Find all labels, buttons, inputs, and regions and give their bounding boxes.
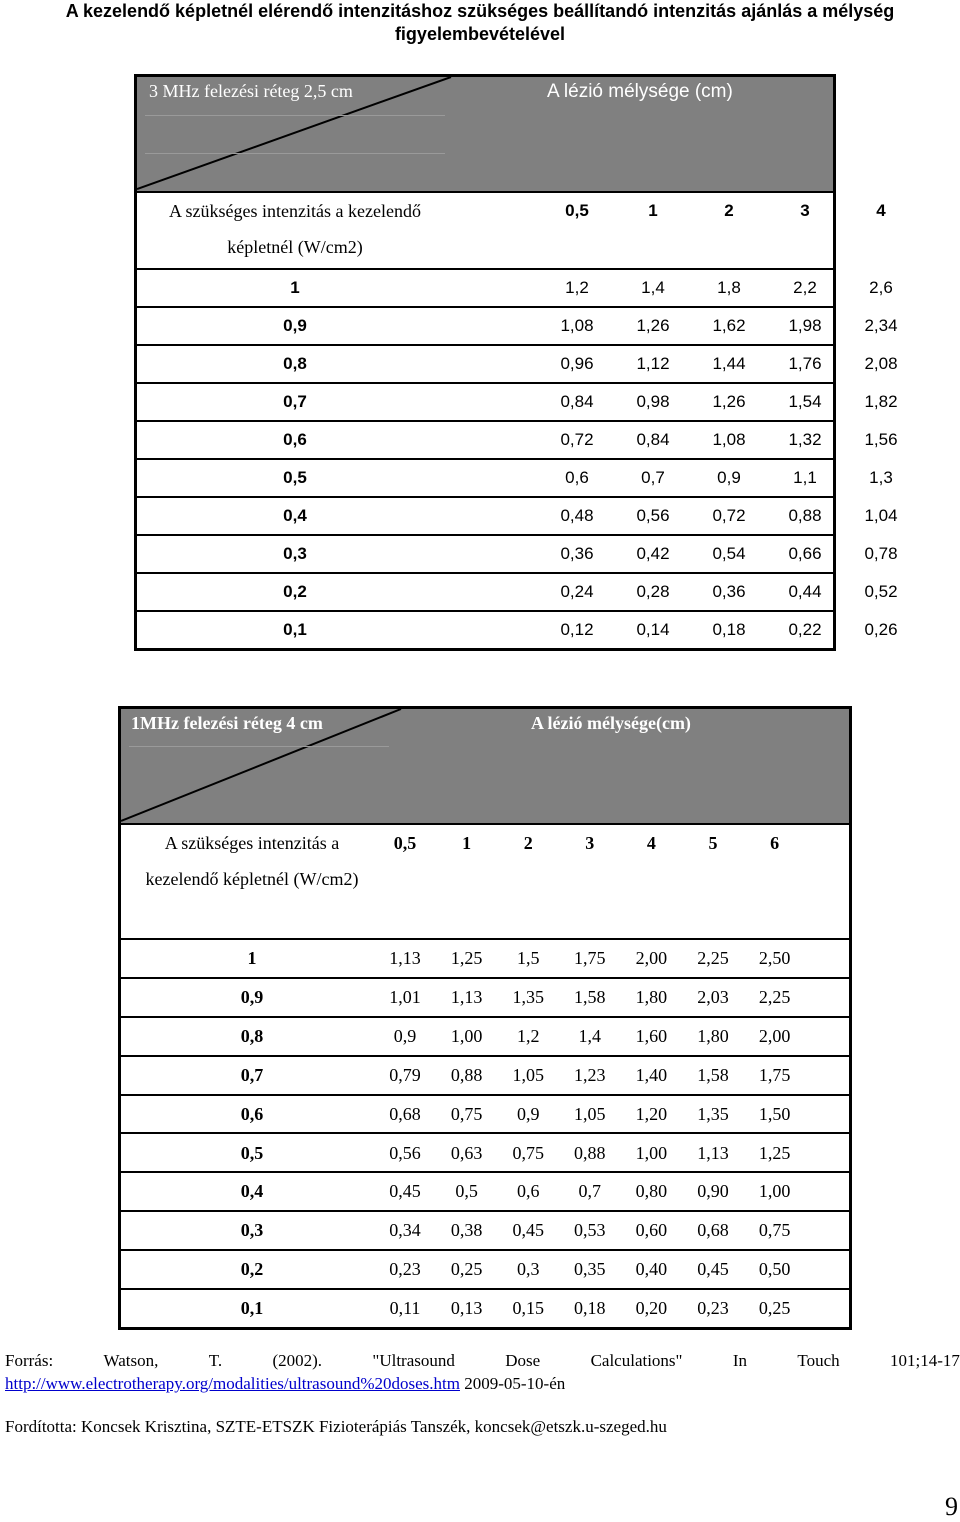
citation-word: (2002). (272, 1351, 323, 1370)
intensity-value-cell: 0,88 (450, 1064, 483, 1085)
target-intensity-cell: 0,3 (283, 544, 307, 563)
intensity-value-cell: 1,20 (635, 1103, 668, 1124)
frequency-label: 3 MHz felezési réteg 2,5 cm (149, 81, 353, 101)
intensity-value-cell: 1,32 (788, 430, 822, 449)
table-row (121, 1135, 849, 1174)
intensity-value-cell: 1,04 (864, 506, 898, 525)
intensity-value-cell: 1,80 (697, 1025, 729, 1046)
depth-header-cell: 2 (523, 833, 533, 853)
intensity-value-cell: 1,35 (512, 986, 544, 1007)
intensity-value-cell: 0,35 (574, 1259, 606, 1280)
intensity-value-cell: 0,60 (635, 1220, 668, 1241)
source-citation (5, 1350, 960, 1372)
intensity-value-cell: 0,42 (636, 544, 670, 563)
depth-header-cell: 1 (648, 201, 658, 220)
intensity-value-cell: 1,13 (697, 1142, 729, 1163)
target-intensity-cell: 0,6 (240, 1103, 264, 1124)
intensity-value-cell: 0,80 (635, 1181, 668, 1202)
intensity-value-cell: 0,45 (389, 1181, 421, 1202)
intensity-value-cell: 0,56 (389, 1142, 421, 1163)
intensity-value-cell: 0,13 (450, 1298, 483, 1319)
intensity-value-cell: 2,6 (869, 278, 893, 297)
table-row (121, 1251, 849, 1290)
target-intensity-cell: 0,7 (240, 1064, 264, 1085)
intensity-value-cell: 0,75 (450, 1103, 483, 1124)
intensity-value-cell: 1,3 (869, 468, 893, 487)
table-row (137, 308, 898, 346)
intensity-value-cell: 0,11 (389, 1298, 421, 1319)
citation-word: Touch (797, 1351, 840, 1370)
intensity-value-cell: 0,66 (788, 544, 822, 563)
intensity-value-cell: 1,05 (512, 1064, 544, 1085)
table-row (121, 1057, 849, 1096)
header-rule (145, 153, 445, 154)
table-row (121, 1096, 849, 1135)
header-rule (129, 746, 389, 747)
depth-header-row (137, 193, 886, 270)
target-intensity-cell: 0,5 (283, 468, 307, 487)
depth-header-cell: 6 (770, 833, 780, 853)
intensity-value-cell: 2,50 (758, 948, 791, 968)
intensity-value-cell: 0,72 (560, 430, 594, 449)
intensity-value-cell: 0,88 (574, 1142, 606, 1163)
intensity-value-cell: 0,7 (578, 1181, 602, 1202)
intensity-value-cell: 0,90 (697, 1181, 729, 1202)
intensity-value-cell: 0,44 (788, 582, 822, 601)
intensity-value-cell: 2,25 (697, 948, 729, 968)
intensity-value-cell: 0,23 (697, 1298, 729, 1319)
intensity-value-cell: 0,36 (712, 582, 746, 601)
depth-header-cell: 1 (462, 833, 472, 853)
citation-word: T. (208, 1351, 223, 1370)
intensity-value-cell: 1,13 (389, 948, 421, 968)
intensity-value-cell: 0,15 (512, 1298, 544, 1319)
intensity-value-cell: 2,08 (864, 354, 898, 373)
lesion-depth-label: A lézió mélysége (cm) (547, 81, 733, 102)
target-intensity-cell: 0,2 (240, 1259, 264, 1280)
intensity-value-cell: 2,03 (697, 986, 729, 1007)
intensity-value-cell: 1,4 (641, 278, 665, 297)
dose-table-1 (134, 74, 898, 651)
intensity-value-cell: 1,1 (793, 468, 817, 487)
intensity-value-cell: 0,68 (389, 1103, 421, 1124)
intensity-value-cell: 0,18 (574, 1298, 606, 1319)
intensity-value-cell: 0,7 (641, 468, 665, 487)
intensity-value-cell: 0,5 (455, 1181, 478, 1202)
citation-word: 101;14-17 (890, 1351, 960, 1370)
intensity-value-cell: 1,5 (516, 948, 540, 968)
intensity-value-cell: 0,45 (512, 1220, 544, 1241)
intensity-value-cell: 1,2 (565, 278, 589, 297)
intensity-value-cell: 1,00 (635, 1142, 668, 1163)
table-row (137, 422, 898, 460)
intensity-value-cell: 1,40 (635, 1064, 668, 1085)
intensity-value-cell: 1,05 (574, 1103, 606, 1124)
intensity-value-cell: 0,75 (512, 1142, 544, 1163)
intensity-value-cell: 1,8 (717, 278, 741, 297)
intensity-value-cell: 1,35 (697, 1103, 729, 1124)
table-row (137, 270, 893, 308)
intensity-value-cell: 0,78 (864, 544, 898, 563)
intensity-value-cell: 0,38 (450, 1220, 483, 1241)
intensity-value-cell: 0,9 (516, 1103, 540, 1124)
translator-credit: Fordította: Koncsek Krisztina, SZTE-ETSZK Fizioterápiás Tanszék, koncsek@etszk.u-szeged.hu (5, 1417, 667, 1436)
citation-word: Watson, (103, 1351, 159, 1370)
intensity-value-cell: 2,25 (758, 986, 791, 1007)
target-intensity-cell: 0,9 (240, 986, 264, 1007)
citation-word: "Ultrasound (372, 1351, 455, 1370)
intensity-value-cell: 0,34 (389, 1220, 421, 1241)
dose-table-2 (118, 706, 852, 1330)
intensity-value-cell: 1,08 (560, 316, 594, 335)
intensity-value-cell: 0,48 (560, 506, 594, 525)
depth-header-cell: 3 (585, 833, 595, 853)
intensity-value-cell: 1,50 (758, 1103, 791, 1124)
intensity-value-cell: 1,23 (574, 1064, 606, 1085)
lesion-depth-label: A lézió mélysége(cm) (531, 713, 691, 733)
source-url-link[interactable]: http://www.electrotherapy.org/modalities/ultrasound%20doses.htm (5, 1374, 460, 1393)
depth-header-cell: 2 (724, 201, 734, 220)
intensity-value-cell: 0,9 (393, 1025, 417, 1046)
intensity-value-cell: 1,98 (788, 316, 822, 335)
intensity-value-cell: 2,2 (793, 278, 817, 297)
target-intensity-cell: 0,1 (240, 1298, 264, 1319)
intensity-value-cell: 1,56 (864, 430, 898, 449)
intensity-value-cell: 1,26 (712, 392, 746, 411)
target-intensity-cell: 0,7 (283, 392, 307, 411)
table-row (121, 1018, 849, 1057)
intensity-value-cell: 1,82 (864, 392, 898, 411)
intensity-value-cell: 1,13 (450, 986, 483, 1007)
intensity-value-cell: 0,6 (565, 468, 589, 487)
table-row (121, 979, 849, 1018)
page-title: A kezelendő képletnél elérendő intenzitáshoz szükséges beállítandó intenzitás ajánlás a mélység figyelembevételével (65, 1, 895, 44)
intensity-value-cell: 0,12 (560, 620, 594, 639)
intensity-value-cell: 1,44 (712, 354, 746, 373)
target-intensity-cell: 0,6 (283, 430, 307, 449)
intensity-value-cell: 2,00 (635, 948, 668, 968)
intensity-value-cell: 0,45 (697, 1259, 729, 1280)
intensity-value-cell: 0,36 (560, 544, 594, 563)
target-intensity-cell: 0,3 (240, 1220, 264, 1241)
depth-header-cell: 0,5 (393, 833, 417, 853)
citation-word: In (732, 1351, 748, 1370)
intensity-value-cell: 1,60 (635, 1025, 668, 1046)
intensity-value-cell: 1,08 (712, 430, 746, 449)
intensity-value-cell: 0,75 (758, 1220, 791, 1241)
frequency-label: 1MHz felezési réteg 4 cm (131, 713, 323, 733)
intensity-value-cell: 0,98 (636, 392, 670, 411)
intensity-value-cell: 1,2 (516, 1025, 540, 1046)
target-intensity-cell: 0,8 (240, 1025, 264, 1046)
intensity-value-cell: 1,25 (450, 948, 483, 968)
intensity-value-cell: 0,25 (758, 1298, 791, 1319)
table-row (137, 346, 898, 384)
target-intensity-cell: 0,4 (283, 506, 307, 525)
intensity-value-cell: 1,12 (636, 354, 670, 373)
table-row (137, 612, 898, 650)
citation-word: Dose (505, 1351, 541, 1370)
table-row (137, 536, 898, 574)
target-intensity-cell: 0,2 (283, 582, 307, 601)
row-header-label: A szükséges intenzitás a kezelendő képletnél (W/cm2) (169, 201, 421, 257)
intensity-value-cell: 0,25 (450, 1259, 483, 1280)
intensity-value-cell: 0,63 (450, 1142, 483, 1163)
intensity-value-cell: 0,3 (516, 1259, 540, 1280)
intensity-value-cell: 0,52 (864, 582, 898, 601)
intensity-value-cell: 1,76 (788, 354, 822, 373)
table-header-band (137, 77, 833, 193)
intensity-value-cell: 1,25 (758, 1142, 791, 1163)
target-intensity-cell: 0,8 (283, 354, 307, 373)
target-intensity-cell: 0,5 (240, 1142, 264, 1163)
intensity-value-cell: 0,14 (636, 620, 670, 639)
target-intensity-cell: 1 (290, 278, 300, 297)
intensity-value-cell: 0,9 (717, 468, 741, 487)
intensity-value-cell: 1,00 (758, 1181, 791, 1202)
depth-header-row (121, 825, 849, 940)
intensity-value-cell: 0,26 (864, 620, 898, 639)
table-row (121, 1173, 849, 1212)
row-header-label: A szükséges intenzitás a kezelendő képletnél (W/cm2) (145, 833, 359, 889)
table-header-band (121, 709, 849, 825)
table-row (137, 498, 898, 536)
intensity-value-cell: 0,40 (635, 1259, 668, 1280)
depth-header-cell: 4 (646, 833, 656, 853)
table-row (121, 1290, 849, 1329)
depth-header-cell: 0,5 (565, 201, 589, 220)
table-row (121, 1212, 849, 1251)
intensity-value-cell: 0,6 (516, 1181, 540, 1202)
intensity-value-cell: 1,62 (712, 316, 746, 335)
target-intensity-cell: 0,9 (283, 316, 307, 335)
depth-header-cell: 3 (800, 201, 810, 220)
header-rule (145, 115, 445, 116)
intensity-value-cell: 1,80 (635, 986, 668, 1007)
depth-header-cell: 4 (876, 201, 886, 220)
intensity-value-cell: 0,18 (712, 620, 746, 639)
intensity-value-cell: 2,34 (864, 316, 898, 335)
intensity-value-cell: 0,79 (389, 1064, 421, 1085)
intensity-value-cell: 1,01 (389, 986, 421, 1007)
intensity-value-cell: 1,00 (450, 1025, 483, 1046)
target-intensity-cell: 0,1 (283, 620, 307, 639)
intensity-value-cell: 1,75 (574, 948, 606, 968)
table-row (137, 574, 898, 612)
intensity-value-cell: 0,28 (636, 582, 670, 601)
table-row (121, 940, 849, 979)
intensity-value-cell: 1,26 (636, 316, 670, 335)
intensity-value-cell: 0,72 (712, 506, 746, 525)
citation-word: Forrás: (5, 1351, 54, 1370)
target-intensity-cell: 0,4 (240, 1181, 264, 1202)
intensity-value-cell: 0,88 (788, 506, 822, 525)
intensity-value-cell: 0,54 (712, 544, 746, 563)
intensity-value-cell: 0,96 (560, 354, 594, 373)
intensity-value-cell: 1,75 (758, 1064, 791, 1085)
intensity-value-cell: 0,20 (635, 1298, 668, 1319)
page-number: 9 (945, 1492, 958, 1521)
intensity-value-cell: 0,68 (697, 1220, 729, 1241)
access-date: 2009-05-10-én (464, 1374, 566, 1393)
intensity-value-cell: 0,24 (560, 582, 594, 601)
intensity-value-cell: 1,54 (788, 392, 822, 411)
intensity-value-cell: 0,53 (574, 1220, 606, 1241)
intensity-value-cell: 0,22 (788, 620, 822, 639)
depth-header-cell: 5 (708, 833, 718, 853)
intensity-value-cell: 0,84 (636, 430, 670, 449)
table-row (137, 460, 893, 498)
intensity-value-cell: 1,4 (578, 1025, 602, 1046)
target-intensity-cell: 1 (247, 948, 257, 968)
intensity-value-cell: 0,56 (636, 506, 670, 525)
intensity-value-cell: 0,84 (560, 392, 594, 411)
intensity-value-cell: 1,58 (697, 1064, 729, 1085)
source-link-line (5, 1373, 960, 1395)
intensity-value-cell: 2,00 (758, 1025, 791, 1046)
citation-word: Calculations" (590, 1351, 683, 1370)
intensity-value-cell: 0,50 (758, 1259, 791, 1280)
table-row (137, 384, 898, 422)
intensity-value-cell: 0,23 (389, 1259, 421, 1280)
intensity-value-cell: 1,58 (574, 986, 606, 1007)
